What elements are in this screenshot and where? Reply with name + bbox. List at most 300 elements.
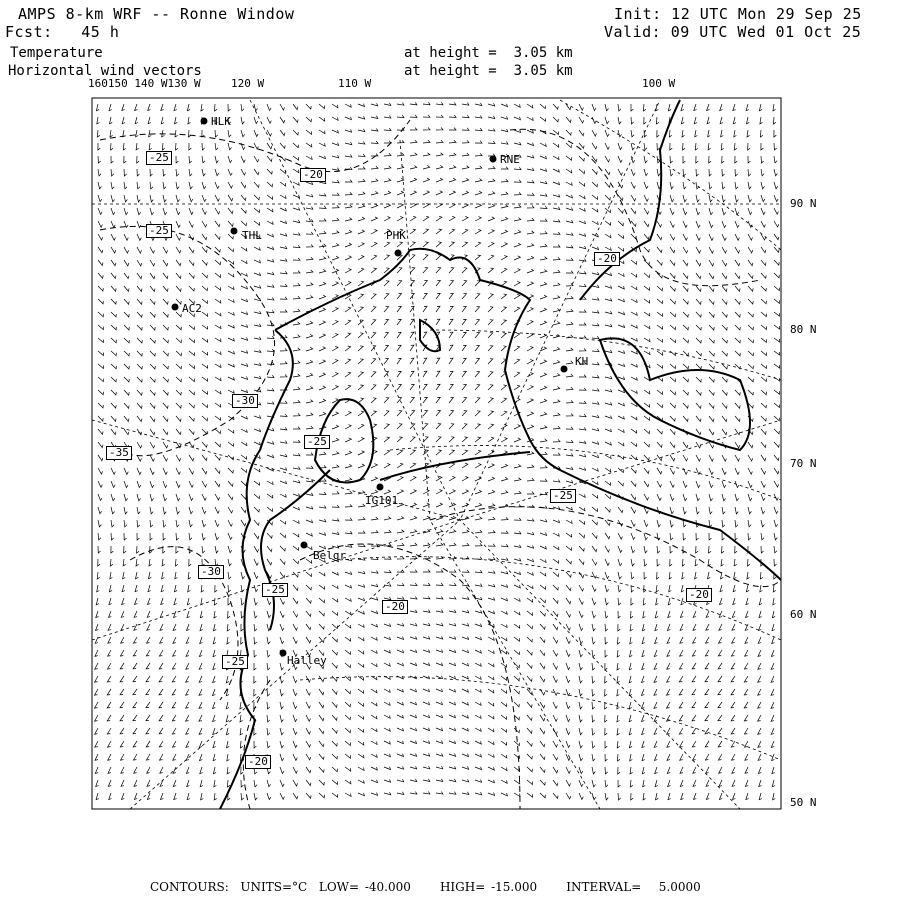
wind-barb	[566, 780, 571, 786]
wind-barb	[667, 663, 670, 669]
wind-barb	[761, 208, 765, 215]
wind-barb	[159, 663, 163, 669]
wind-barb	[189, 481, 193, 487]
wind-barb	[319, 702, 324, 708]
wind-barb	[176, 247, 181, 253]
contour-info-footer: CONTOURS: UNITS=°C LOW= -40.000 HIGH= -15.000 INTERVAL= 5.0000	[150, 880, 701, 894]
wind-barb	[566, 233, 573, 236]
wind-barb	[449, 216, 455, 221]
wind-barb	[213, 741, 216, 748]
wind-barb	[173, 650, 176, 656]
wind-vector-field	[95, 102, 780, 800]
wind-barb	[345, 624, 351, 628]
wind-barb	[683, 507, 686, 514]
wind-barb	[706, 624, 709, 630]
wind-barb	[133, 689, 137, 695]
wind-barb	[683, 182, 686, 189]
wind-barb	[475, 359, 480, 365]
wind-barb	[514, 531, 521, 534]
wind-barb	[202, 351, 208, 355]
wind-barb	[436, 153, 443, 156]
wind-barb	[735, 299, 740, 304]
wind-barb	[241, 468, 247, 472]
wind-barb	[449, 437, 454, 442]
wind-barb	[254, 468, 260, 472]
wind-barb	[267, 323, 274, 326]
wind-barb	[592, 208, 598, 212]
wind-barb	[735, 442, 740, 448]
station-dot-kh	[561, 366, 568, 373]
wind-barb	[228, 520, 232, 526]
wind-barb	[462, 715, 468, 718]
wind-barb	[696, 312, 701, 317]
wind-barb	[592, 117, 596, 123]
wind-barb	[540, 533, 547, 536]
wind-barb	[109, 104, 112, 111]
wind-barb	[692, 689, 696, 695]
wind-barb	[462, 268, 467, 273]
wind-barb	[709, 429, 714, 435]
wind-barb	[345, 767, 351, 771]
wind-barb	[696, 182, 699, 189]
wind-barb	[540, 519, 547, 522]
wind-barb	[280, 715, 283, 722]
wind-barb	[761, 468, 766, 474]
wind-barb	[410, 610, 417, 613]
wind-barb	[693, 624, 696, 630]
wind-barb	[670, 325, 675, 330]
wind-barb	[159, 650, 163, 656]
wind-barb	[657, 221, 662, 227]
wind-barb	[758, 702, 761, 708]
wind-barb	[215, 143, 218, 150]
wind-barb	[306, 559, 312, 563]
wind-barb	[449, 676, 455, 679]
wind-barb	[241, 182, 246, 188]
wind-barb	[709, 286, 714, 292]
wind-barb	[384, 116, 391, 119]
wind-barb	[173, 741, 177, 747]
wind-barb	[592, 182, 597, 187]
wind-barb	[332, 650, 337, 655]
wind-barb	[722, 156, 724, 163]
wind-barb	[540, 360, 547, 364]
wind-barb	[692, 702, 696, 708]
wind-barb	[592, 754, 595, 761]
wind-barb	[618, 455, 624, 459]
wind-barb	[228, 195, 233, 201]
wind-barb	[631, 520, 635, 526]
wind-barb	[134, 767, 137, 773]
wind-barb	[527, 346, 533, 351]
wind-barb	[436, 358, 440, 364]
wind-barb	[358, 307, 363, 312]
wind-barb	[215, 195, 219, 201]
wind-barb	[107, 702, 111, 708]
wind-barb	[566, 598, 571, 604]
wind-barb	[293, 427, 300, 429]
wind-barb	[371, 128, 378, 131]
wind-barb	[644, 338, 650, 342]
wind-barb	[137, 195, 140, 202]
wind-barb	[150, 403, 155, 408]
wind-barb	[553, 715, 557, 721]
wind-barb	[267, 195, 273, 199]
wind-barb	[124, 182, 127, 189]
wind-barb	[748, 455, 753, 461]
wind-barb	[748, 299, 753, 304]
wind-barb	[124, 169, 127, 176]
wind-barb	[173, 780, 176, 787]
wind-barb	[358, 611, 364, 614]
wind-barb	[199, 689, 202, 695]
wind-barb	[631, 572, 634, 579]
wind-barb	[137, 208, 141, 215]
wind-barb	[135, 117, 138, 124]
wind-barb	[744, 663, 748, 669]
wind-barb	[605, 324, 612, 327]
wind-barb	[397, 650, 404, 653]
wind-barb	[423, 178, 430, 182]
wind-barb	[462, 779, 469, 782]
wind-barb	[745, 741, 749, 747]
wind-barb	[240, 741, 243, 748]
wind-barb	[161, 117, 164, 124]
wind-barb	[553, 245, 560, 247]
wind-barb	[514, 611, 520, 615]
wind-barb	[254, 559, 258, 565]
wind-barb	[254, 311, 261, 314]
wind-barb	[159, 728, 163, 734]
wind-barb	[655, 754, 658, 761]
wind-barb	[771, 702, 774, 708]
wind-barb	[462, 385, 466, 391]
wind-barb	[488, 728, 494, 732]
wind-barb	[410, 741, 417, 744]
wind-barb	[189, 221, 193, 227]
wind-barb	[501, 663, 507, 667]
wind-barb	[488, 116, 495, 119]
wind-barb	[267, 702, 270, 709]
wind-barb	[306, 637, 311, 643]
wind-barb	[332, 256, 339, 260]
wind-barb	[163, 507, 166, 514]
wind-barb	[98, 442, 103, 448]
wind-barb	[774, 481, 779, 487]
wind-barb	[175, 117, 178, 124]
wind-barb	[696, 273, 701, 279]
wind-barb	[748, 351, 753, 356]
wind-barb	[228, 325, 234, 328]
wind-barb	[540, 169, 547, 172]
wind-barb	[719, 637, 723, 643]
wind-barb	[579, 388, 586, 390]
wind-barb	[319, 386, 326, 390]
wind-barb	[202, 247, 207, 252]
wind-barb	[124, 273, 129, 279]
wind-barb	[449, 490, 455, 494]
wind-barb	[501, 104, 508, 107]
wind-barb	[655, 611, 658, 618]
wind-barb	[306, 466, 313, 468]
wind-barb	[761, 286, 766, 291]
wind-barb	[319, 347, 325, 351]
wind-barb	[696, 195, 699, 202]
wind-barb	[694, 793, 697, 800]
wind-barb	[501, 333, 506, 338]
contour-label: -25	[262, 583, 288, 597]
wind-barb	[501, 598, 507, 601]
wind-barb	[228, 494, 233, 500]
wind-barb	[267, 272, 274, 275]
wind-barb	[123, 559, 126, 566]
wind-barb	[501, 702, 507, 706]
wind-barb	[475, 689, 481, 692]
wind-barb	[159, 689, 163, 695]
wind-barb	[761, 546, 764, 553]
wind-barb	[227, 637, 230, 644]
wind-barb	[579, 271, 586, 274]
wind-barb	[228, 559, 231, 566]
wind-barb	[188, 585, 191, 592]
wind-barb	[592, 572, 596, 578]
wind-barb	[644, 325, 650, 329]
wind-barb	[319, 611, 324, 616]
wind-barb	[618, 546, 622, 553]
wind-barb	[358, 689, 364, 693]
station-dot-phk	[395, 250, 402, 257]
wind-barb	[722, 247, 727, 253]
wind-barb	[746, 611, 749, 618]
wind-barb	[527, 624, 532, 629]
wind-barb	[449, 741, 456, 744]
wind-barb	[332, 346, 338, 351]
wind-barb	[592, 442, 599, 445]
wind-barb	[631, 468, 636, 473]
wind-barb	[397, 637, 404, 640]
wind-barb	[527, 650, 532, 655]
wind-barb	[345, 728, 350, 733]
wind-barb	[189, 494, 193, 501]
wind-barb	[124, 468, 128, 474]
wind-barb	[722, 260, 727, 266]
wind-barb	[553, 169, 559, 172]
wind-barb	[618, 247, 624, 251]
wind-barb	[643, 598, 646, 605]
wind-barb	[566, 663, 570, 670]
wind-barb	[501, 320, 506, 325]
wind-barb	[280, 130, 285, 136]
wind-barb	[423, 753, 430, 756]
wind-barb	[410, 384, 414, 390]
wind-barb	[384, 204, 390, 208]
wind-barb	[97, 117, 100, 124]
wind-barb	[306, 413, 313, 416]
wind-barb	[293, 741, 297, 748]
wind-barb	[617, 728, 620, 735]
wind-barb	[306, 334, 313, 338]
wind-barb	[293, 413, 300, 416]
wind-barb	[159, 676, 163, 682]
wind-barb	[735, 494, 739, 501]
wind-barb	[745, 767, 748, 773]
wind-barb	[332, 231, 339, 234]
wind-barb	[579, 414, 586, 417]
wind-barb	[618, 377, 625, 380]
wind-barb	[705, 702, 709, 708]
wind-barb	[120, 663, 124, 669]
wind-barb	[527, 663, 532, 668]
wind-barb	[159, 715, 163, 721]
wind-barb	[176, 403, 181, 408]
wind-barb	[566, 480, 573, 483]
wind-barb	[605, 104, 609, 111]
wind-barb	[319, 360, 325, 364]
wind-barb	[657, 442, 662, 447]
wind-barb	[319, 334, 325, 338]
wind-barb	[774, 559, 777, 566]
wind-barb	[254, 117, 258, 124]
wind-barb	[202, 455, 207, 461]
wind-barb	[202, 533, 205, 540]
wind-barb	[410, 583, 417, 586]
wind-barb	[501, 243, 507, 247]
wind-barb	[122, 585, 125, 592]
wind-barb	[186, 741, 189, 747]
wind-barb	[371, 411, 376, 416]
wind-barb	[642, 624, 645, 631]
wind-barb	[722, 403, 727, 408]
wind-barb	[540, 780, 545, 785]
wind-barb	[345, 702, 350, 707]
wind-barb	[566, 741, 570, 748]
wind-barb	[774, 260, 779, 265]
wind-barb	[188, 572, 191, 579]
wind-barb	[254, 429, 261, 432]
wind-barb	[306, 270, 313, 273]
station-label-phk: PHK	[386, 229, 406, 242]
wind-barb	[189, 520, 192, 527]
wind-barb	[146, 715, 150, 721]
wind-barb	[345, 281, 351, 286]
wind-barb	[566, 559, 571, 564]
wind-barb	[358, 411, 364, 416]
wind-barb	[631, 325, 637, 328]
wind-barb	[124, 260, 129, 266]
wind-barb	[186, 663, 189, 669]
wind-barb	[215, 312, 221, 316]
wind-barb	[540, 257, 547, 260]
wind-barb	[527, 206, 534, 209]
wind-barb	[124, 286, 129, 291]
wind-barb	[592, 455, 599, 458]
wind-barb	[592, 415, 599, 418]
wind-barb	[540, 373, 547, 377]
wind-barb	[423, 570, 430, 572]
wind-barb	[332, 754, 337, 759]
wind-barb	[735, 273, 740, 279]
wind-barb	[134, 780, 137, 786]
wind-barb	[735, 546, 737, 553]
wind-barb	[501, 477, 508, 481]
wind-barb	[423, 102, 430, 105]
wind-barb	[566, 104, 571, 110]
wind-barb	[293, 637, 297, 643]
wind-barb	[501, 491, 508, 494]
wind-barb	[579, 780, 583, 787]
wind-barb	[566, 520, 572, 524]
wind-barb	[617, 650, 620, 657]
wind-barb	[163, 364, 168, 369]
wind-barb	[718, 715, 722, 721]
wind-barb	[462, 503, 469, 507]
wind-barb	[254, 728, 256, 735]
wind-barb	[553, 117, 558, 122]
wind-barb	[215, 442, 220, 447]
wind-barb	[748, 533, 751, 540]
wind-barb	[629, 663, 632, 670]
wind-barb	[462, 702, 468, 705]
wind-barb	[280, 401, 287, 404]
wind-barb	[670, 403, 675, 408]
wind-barb	[644, 234, 649, 239]
wind-barb	[579, 572, 584, 578]
wind-barb	[683, 286, 688, 291]
wind-barb	[462, 450, 468, 455]
wind-barb	[241, 195, 246, 201]
wind-barb	[148, 104, 151, 111]
wind-barb	[189, 364, 195, 369]
wind-barb	[644, 416, 650, 420]
wind-barb	[667, 676, 670, 682]
wind-barb	[566, 414, 573, 417]
wind-barb	[630, 650, 633, 657]
wind-barb	[488, 702, 494, 706]
wind-barb	[120, 689, 124, 695]
station-label-halley: Halley	[287, 654, 327, 667]
wind-barb	[109, 585, 112, 592]
wind-barb	[618, 221, 623, 226]
wind-barb	[679, 676, 683, 682]
wind-barb	[358, 531, 365, 533]
wind-barb	[98, 208, 102, 215]
wind-barb	[111, 481, 115, 488]
wind-barb	[332, 155, 339, 158]
wind-barb	[436, 753, 443, 756]
wind-barb	[267, 507, 273, 511]
wind-barb	[146, 754, 150, 760]
wind-barb	[462, 307, 466, 313]
wind-barb	[280, 169, 286, 174]
wind-barb	[722, 182, 725, 189]
wind-barb	[579, 520, 585, 524]
wind-barb	[159, 702, 163, 708]
wind-barb	[553, 585, 558, 590]
wind-barb	[501, 142, 508, 145]
wind-barb	[746, 598, 749, 605]
wind-barb	[748, 156, 750, 163]
wind-barb	[514, 637, 520, 641]
wind-barb	[679, 702, 683, 708]
wind-barb	[306, 453, 313, 455]
wind-barb	[722, 195, 725, 202]
wind-barb	[124, 390, 129, 395]
wind-barb	[731, 676, 735, 682]
wind-barb	[774, 403, 780, 408]
wind-barb	[670, 312, 675, 317]
wind-barb	[731, 741, 735, 747]
wind-barb	[384, 650, 390, 653]
